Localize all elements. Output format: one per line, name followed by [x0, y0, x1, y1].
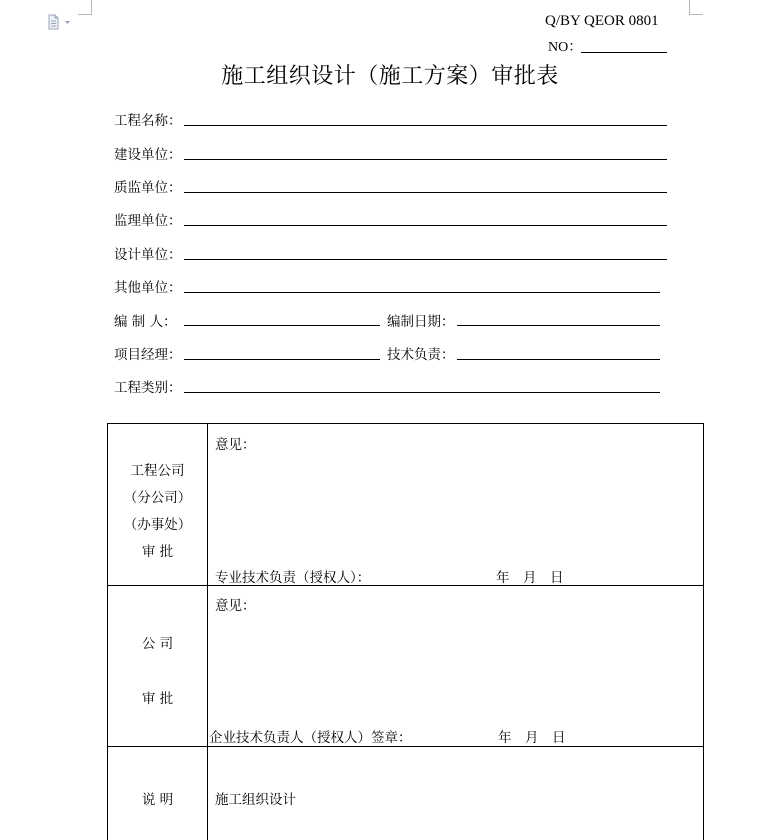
- branch-approval-title: 工程公司: [130, 463, 185, 479]
- office-approval-subtitle: （办事处）: [123, 517, 192, 533]
- branch-signer-label: 专业技术负责（授权人）：: [215, 570, 371, 586]
- design-unit-field[interactable]: [184, 259, 667, 260]
- project-name-field[interactable]: [184, 125, 667, 126]
- branch-opinion-label: 意见：: [215, 437, 256, 453]
- number-field-line[interactable]: [581, 52, 667, 53]
- company-approval-title: 公 司: [141, 636, 174, 652]
- table-column-divider: [207, 424, 208, 840]
- construction-unit-field[interactable]: [184, 159, 667, 160]
- date-field[interactable]: [457, 325, 660, 326]
- project-category-label: 工程类别：: [114, 380, 182, 396]
- table-row-divider: [108, 746, 703, 747]
- date-label: 编制日期：: [387, 314, 455, 330]
- crop-mark-left: [91, 0, 92, 14]
- number-label: NO：: [548, 40, 583, 55]
- company-opinion-label: 意见：: [215, 598, 256, 614]
- project-category-field[interactable]: [184, 392, 660, 393]
- company-signer-label: 企业技术负责人（授权人）签章：: [209, 730, 412, 746]
- company-date-label: 年 月 日: [498, 730, 566, 746]
- construction-unit-label: 建设单位：: [114, 147, 182, 163]
- notes-label: 说 明: [141, 792, 174, 808]
- quality-unit-label: 质监单位：: [114, 180, 182, 196]
- quality-unit-field[interactable]: [184, 192, 667, 193]
- crop-mark-right: [689, 0, 690, 14]
- other-unit-field[interactable]: [184, 292, 660, 293]
- project-manager-field[interactable]: [184, 359, 380, 360]
- page-title: 施工组织设计（施工方案）审批表: [221, 64, 559, 89]
- tech-lead-label: 技术负责：: [387, 347, 455, 363]
- supervision-unit-label: 监理单位：: [114, 213, 182, 229]
- supervision-unit-field[interactable]: [184, 225, 667, 226]
- table-row-divider: [108, 585, 703, 586]
- notes-content: 施工组织设计: [215, 792, 296, 808]
- tech-lead-field[interactable]: [457, 359, 660, 360]
- branch-approval-label: 审 批: [141, 544, 174, 560]
- other-unit-label: 其他单位：: [114, 280, 182, 296]
- author-field[interactable]: [184, 325, 380, 326]
- document-code: Q/BY QEOR 0801: [545, 13, 659, 29]
- project-manager-label: 项目经理：: [114, 347, 182, 363]
- crop-mark-left-horizontal: [78, 14, 92, 15]
- company-approval-label: 审 批: [141, 691, 174, 707]
- author-label: 编 制 人：: [114, 314, 177, 330]
- approval-table: [107, 423, 704, 840]
- crop-mark-right-horizontal: [689, 14, 703, 15]
- project-name-label: 工程名称：: [114, 113, 182, 129]
- design-unit-label: 设计单位：: [114, 247, 182, 263]
- branch-approval-subtitle: （分公司）: [123, 490, 192, 506]
- branch-date-label: 年 月 日: [496, 570, 564, 586]
- document-options-icon[interactable]: [47, 14, 73, 30]
